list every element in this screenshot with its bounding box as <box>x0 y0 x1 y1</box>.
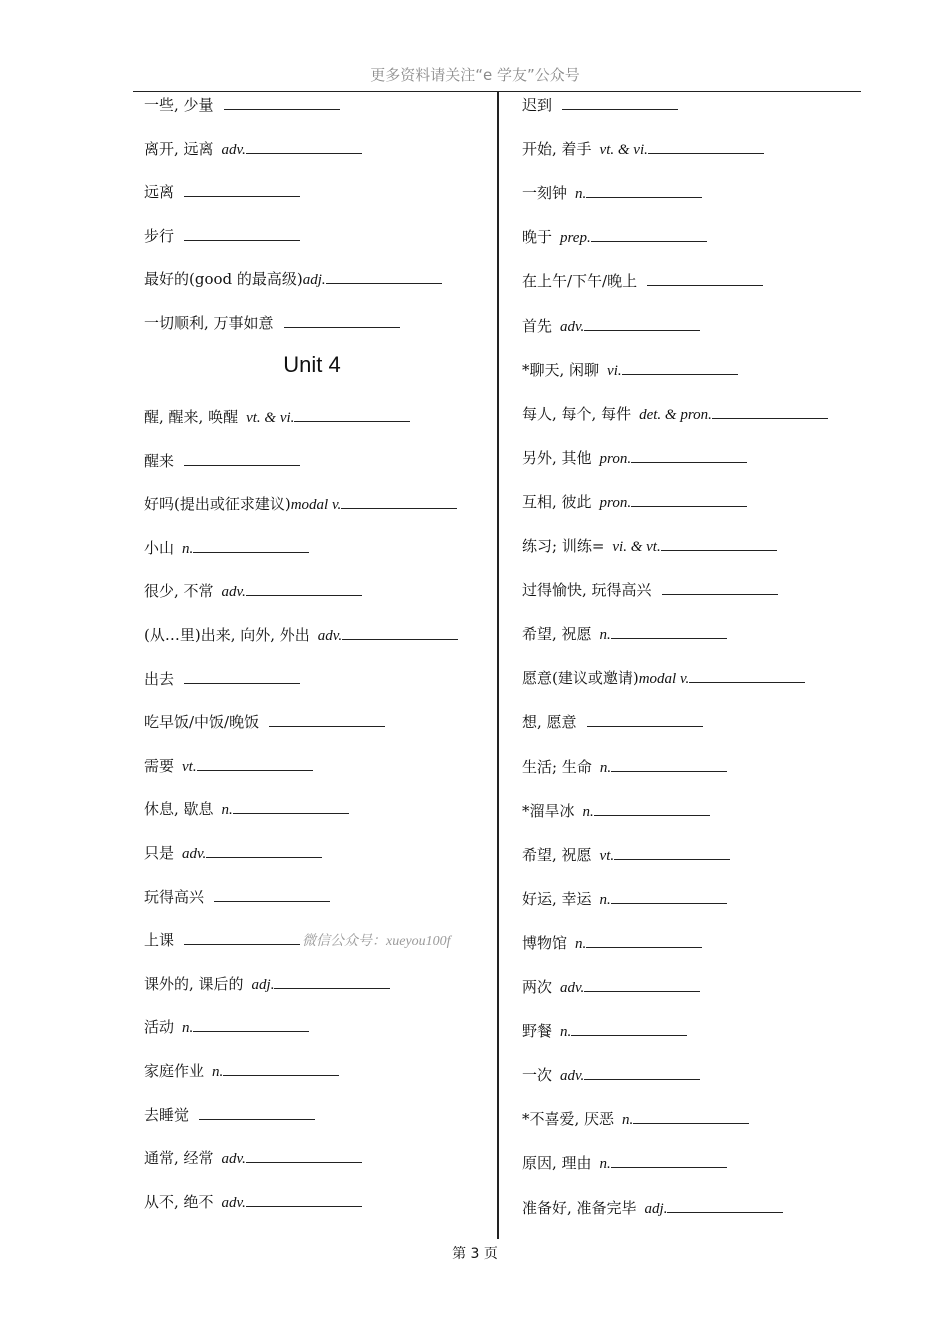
answer-blank[interactable] <box>197 756 313 771</box>
vocab-meaning: 好吗(提出或征求建议) <box>144 495 291 514</box>
part-of-speech: adv. <box>317 628 343 644</box>
answer-blank[interactable] <box>284 313 400 328</box>
vocab-meaning: 互相, 彼此 <box>522 492 592 511</box>
vocab-entry <box>144 181 300 203</box>
part-of-speech: modal v. <box>290 497 342 514</box>
vocab-entry <box>144 1191 362 1213</box>
part-of-speech: pron. <box>599 450 632 467</box>
vocab-meaning: 一切顺利, 万事如意 <box>144 314 274 332</box>
answer-blank[interactable] <box>294 407 410 422</box>
vocab-entry <box>522 1064 700 1086</box>
vocab-meaning: 步行 <box>144 226 175 245</box>
answer-blank[interactable] <box>689 668 805 683</box>
vocab-entry <box>144 94 340 116</box>
vocab-entry <box>144 886 330 908</box>
vocab-meaning: 一刻钟 <box>522 184 568 203</box>
answer-blank[interactable] <box>223 1061 339 1076</box>
vocab-meaning: 活动 <box>144 1018 175 1037</box>
vocab-entry <box>144 138 362 160</box>
answer-blank[interactable] <box>193 1017 309 1032</box>
page-footer: 第 3 页 <box>452 1246 498 1262</box>
vocab-entry <box>522 623 727 645</box>
vocab-meaning: 远离 <box>144 183 175 202</box>
vocab-entry <box>522 667 805 689</box>
answer-blank[interactable] <box>631 492 747 507</box>
part-of-speech: pron. <box>599 494 632 511</box>
page-header: 更多资料请关注“e 学友”公众号 <box>370 66 580 84</box>
answer-blank[interactable] <box>224 95 340 110</box>
vocab-meaning: 上课 <box>144 931 175 950</box>
vocab-meaning: 好运, 幸运 <box>522 889 592 908</box>
answer-blank[interactable] <box>594 801 710 816</box>
answer-blank[interactable] <box>586 183 702 198</box>
part-of-speech: modal v. <box>638 671 690 688</box>
vocab-entry <box>144 973 390 995</box>
answer-blank[interactable] <box>647 271 763 286</box>
vocab-entry <box>144 755 313 777</box>
vocab-entry <box>522 1020 687 1042</box>
part-of-speech: n. <box>599 891 611 908</box>
answer-blank[interactable] <box>622 360 738 375</box>
vocab-entry <box>144 450 300 472</box>
vocab-entry <box>144 624 458 646</box>
vocab-meaning: 玩得高兴 <box>144 887 205 906</box>
answer-blank[interactable] <box>631 448 747 463</box>
part-of-speech: adv. <box>221 141 246 158</box>
vocab-meaning: 原因, 理由 <box>522 1154 592 1173</box>
answer-blank[interactable] <box>246 1148 362 1163</box>
vocab-meaning: 迟到 <box>522 96 553 114</box>
vocab-meaning: 去睡觉 <box>144 1105 190 1124</box>
part-of-speech: adj. <box>302 272 326 289</box>
vocab-meaning: *聊天, 闲聊 <box>522 360 600 379</box>
answer-blank[interactable] <box>184 182 300 197</box>
vocab-meaning: 在上午/下午/晚上 <box>522 272 638 291</box>
vocab-entry <box>522 182 702 204</box>
watermark-text: 微信公众号：xueyou100f <box>302 934 451 950</box>
vocab-entry <box>144 1147 362 1169</box>
vocab-meaning: 希望, 祝愿 <box>522 845 592 864</box>
vocab-entry <box>522 94 678 116</box>
part-of-speech: adv. <box>221 1194 246 1211</box>
answer-blank[interactable] <box>611 889 727 904</box>
vocab-meaning: 想, 愿意 <box>522 713 577 732</box>
vocab-entry <box>144 842 322 864</box>
vocab-entry <box>522 315 700 337</box>
answer-blank[interactable] <box>591 227 707 242</box>
part-of-speech: adv. <box>560 318 585 335</box>
vocab-meaning: 博物馆 <box>522 933 568 952</box>
answer-blank[interactable] <box>184 451 300 466</box>
vocab-meaning: (从…里)出来, 向外, 外出 <box>144 626 310 644</box>
part-of-speech: n. <box>182 1020 194 1037</box>
vocab-entry <box>522 888 727 910</box>
vocab-entry <box>522 844 730 866</box>
part-of-speech: vt. & vi. <box>246 410 295 426</box>
vocab-meaning: *不喜爱, 厌恶 <box>522 1110 615 1129</box>
part-of-speech: vt. & vi. <box>599 142 648 159</box>
vocab-entry <box>522 403 828 425</box>
part-of-speech: adv. <box>560 980 585 996</box>
vocab-meaning: 吃早饭/中饭/晚饭 <box>144 713 260 732</box>
part-of-speech: adj. <box>644 1200 668 1217</box>
answer-blank[interactable] <box>206 843 322 858</box>
vocab-entry <box>144 798 349 820</box>
vocab-entry <box>522 579 778 601</box>
vocab-entry <box>144 1104 315 1126</box>
answer-blank[interactable] <box>326 269 442 284</box>
part-of-speech: n. <box>182 540 194 557</box>
answer-blank[interactable] <box>269 712 385 727</box>
vocab-meaning: 醒来 <box>144 451 175 470</box>
part-of-speech: prep. <box>560 230 591 247</box>
answer-blank[interactable] <box>274 974 390 989</box>
vocab-meaning: 需要 <box>144 756 175 775</box>
vocab-entry <box>144 225 300 247</box>
part-of-speech: n. <box>560 1024 572 1041</box>
answer-blank[interactable] <box>667 1198 783 1213</box>
answer-blank[interactable] <box>584 1065 700 1080</box>
part-of-speech: adv. <box>182 846 207 862</box>
answer-blank[interactable] <box>586 933 702 948</box>
part-of-speech: n. <box>582 803 594 820</box>
answer-blank[interactable] <box>233 799 349 814</box>
vocab-meaning: 离开, 远离 <box>144 139 214 158</box>
vocab-entry <box>522 226 707 248</box>
answer-blank[interactable] <box>562 95 678 110</box>
vocab-entry <box>522 711 703 733</box>
answer-blank[interactable] <box>342 625 458 640</box>
vocab-entry <box>522 359 738 381</box>
vocab-meaning: 野餐 <box>522 1022 553 1041</box>
vocab-entry <box>522 270 763 292</box>
vocab-meaning: 从不, 绝不 <box>144 1192 214 1211</box>
answer-blank[interactable] <box>584 977 700 992</box>
part-of-speech: det. & pron. <box>639 406 712 423</box>
vocab-entry <box>522 932 702 954</box>
part-of-speech: vi. & vt. <box>612 539 661 555</box>
answer-blank[interactable] <box>584 316 700 331</box>
vocab-entry <box>522 1108 749 1130</box>
vocab-entry <box>522 976 700 998</box>
answer-blank[interactable] <box>611 757 727 772</box>
part-of-speech: n. <box>599 759 612 776</box>
answer-blank[interactable] <box>246 581 362 596</box>
part-of-speech: n. <box>575 935 587 952</box>
answer-blank[interactable] <box>633 1109 749 1124</box>
vocab-meaning: 通常, 经常 <box>144 1149 214 1168</box>
vocab-entry <box>144 580 362 602</box>
answer-blank[interactable] <box>193 538 309 553</box>
vocab-entry <box>522 535 777 557</box>
vocab-entry <box>144 1016 309 1038</box>
vocab-meaning: 出去 <box>144 669 175 688</box>
vocab-entry <box>144 268 442 290</box>
answer-blank[interactable] <box>662 580 778 595</box>
part-of-speech: n. <box>599 1156 611 1173</box>
vocab-entry <box>144 312 400 334</box>
vocab-entry <box>144 1060 339 1082</box>
answer-blank[interactable] <box>611 624 727 639</box>
answer-blank[interactable] <box>341 494 457 509</box>
vocab-meaning: 愿意(建议或邀请) <box>522 669 639 688</box>
answer-blank[interactable] <box>712 404 828 419</box>
answer-blank[interactable] <box>246 1192 362 1207</box>
vocab-meaning: 晚于 <box>522 228 553 247</box>
vocab-meaning: 另外, 其他 <box>522 448 592 467</box>
part-of-speech: vt. <box>182 758 197 775</box>
vocab-meaning: 两次 <box>522 978 553 996</box>
vocab-meaning: 生活; 生命 <box>522 757 592 776</box>
vocab-meaning: 准备好, 准备完毕 <box>522 1198 637 1217</box>
vocab-meaning: 希望, 祝愿 <box>522 625 592 644</box>
answer-blank[interactable] <box>571 1021 687 1036</box>
vocab-meaning: 过得愉快, 玩得高兴 <box>522 581 652 600</box>
vocab-meaning: 最好的(good 的最高级) <box>144 270 303 289</box>
unit-title: Unit 4 <box>283 352 341 377</box>
part-of-speech: adv. <box>560 1068 585 1085</box>
vocab-meaning: 只是 <box>144 844 175 862</box>
part-of-speech: n. <box>622 1112 634 1129</box>
vocab-entry <box>522 447 747 469</box>
vocab-entry <box>522 756 727 778</box>
part-of-speech: n. <box>599 627 611 644</box>
vocab-meaning: 小山 <box>144 538 175 557</box>
vocab-entry <box>522 491 747 513</box>
vocab-meaning: 练习; 训练= <box>522 537 605 555</box>
answer-blank[interactable] <box>184 930 300 945</box>
vocab-meaning: 每人, 每个, 每件 <box>522 404 632 423</box>
answer-blank[interactable] <box>614 845 730 860</box>
part-of-speech: adv. <box>221 1151 246 1168</box>
vocab-entry <box>144 668 300 690</box>
answer-blank[interactable] <box>611 1153 727 1168</box>
vocab-entry <box>144 537 309 559</box>
part-of-speech: n. <box>212 1064 224 1080</box>
vocab-meaning: 醒, 醒来, 唤醒 <box>144 408 239 426</box>
vocab-meaning: 一些, 少量 <box>144 96 214 114</box>
part-of-speech: vt. <box>599 847 615 864</box>
part-of-speech: vi. <box>607 362 622 379</box>
vocab-meaning: 开始, 着手 <box>522 140 592 159</box>
part-of-speech: n. <box>221 802 233 819</box>
part-of-speech: adv. <box>221 584 246 601</box>
answer-blank[interactable] <box>587 712 703 727</box>
vocab-meaning: 课外的, 课后的 <box>144 974 244 993</box>
vocab-entry <box>522 138 764 160</box>
answer-blank[interactable] <box>184 226 300 241</box>
vocab-entry <box>522 1152 727 1174</box>
vocab-meaning: 很少, 不常 <box>144 582 214 601</box>
answer-blank[interactable] <box>661 536 777 551</box>
vocab-entry <box>522 1197 783 1219</box>
vocab-entry <box>144 711 385 733</box>
part-of-speech: n. <box>575 186 587 203</box>
vocab-entry <box>144 929 451 951</box>
answer-blank[interactable] <box>214 887 330 902</box>
vocab-meaning: 首先 <box>522 316 553 335</box>
vocab-meaning: 一次 <box>522 1066 553 1085</box>
answer-blank[interactable] <box>199 1105 315 1120</box>
vocab-entry <box>144 493 457 515</box>
answer-blank[interactable] <box>184 669 300 684</box>
part-of-speech: adj. <box>251 976 275 993</box>
answer-blank[interactable] <box>648 139 764 154</box>
vocab-entry <box>144 406 410 428</box>
vocab-meaning: 家庭作业 <box>144 1062 205 1080</box>
vocab-entry <box>522 800 710 822</box>
answer-blank[interactable] <box>246 139 362 154</box>
vocab-meaning: *溜旱冰 <box>522 801 575 820</box>
column-divider <box>497 91 499 1239</box>
vocab-meaning: 休息, 歇息 <box>144 800 214 819</box>
